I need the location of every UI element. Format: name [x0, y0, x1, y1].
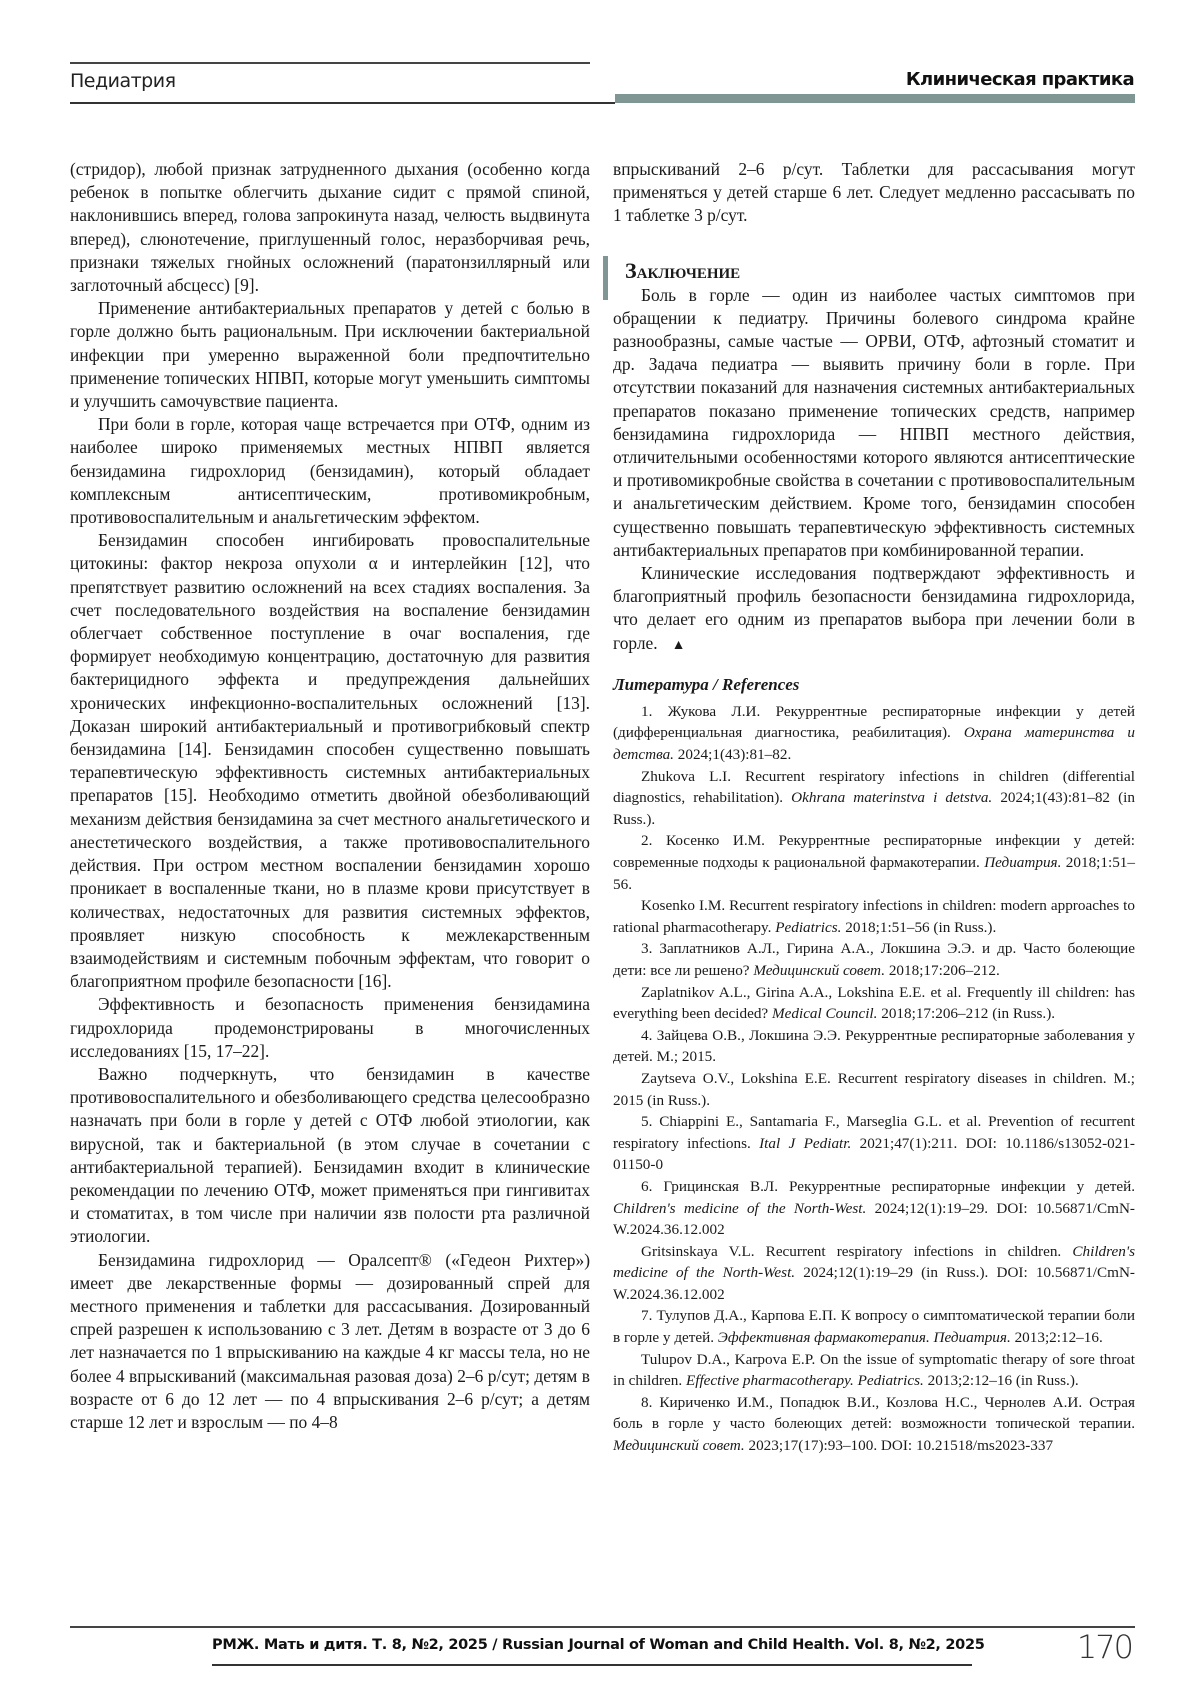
reference-item: [613, 766, 1135, 831]
reference-text: 2024;12(1):19–29 (in Russ.). DOI: 10.56871/CmN-W.2024.36.12.002: [613, 1264, 1135, 1303]
reference-text: 2018;1:51–56.: [613, 854, 1135, 893]
reference-text: 2013;2:12–16.: [1011, 1329, 1103, 1346]
reference-text: 2018;17:206–212.: [885, 962, 1000, 979]
reference-item: [613, 830, 1135, 895]
paragraph: Важно подчеркнуть, что бензидамин в качестве противовоспалительного и обезболивающего средства целесообразно назначать при боли в горле у детей с ОТФ любой этиологии, как вирусной, так и бактериальной (в этом случае в сочетании с антибактериальной терапией). Бензидамин входит в клинические рекомендации по лечению ОТФ, может применяться при гингивитах и стоматитах, в том числе при наличии язв полости рта различной этиологии.: [70, 1063, 590, 1249]
header-rule: [70, 102, 615, 104]
reference-journal: Medical Council.: [772, 1005, 877, 1022]
reference-item: [613, 1111, 1135, 1176]
paragraph-text: Клинические исследования подтверждают эффективность и благоприятный профиль безопасности бензидамина гидрохлорида, что делает его одним из препаратов выбора при лечении боли в горле.: [613, 563, 1135, 653]
reference-text: Zhukova L.I. Recurrent respiratory infections in children (differential diagnostics, rehabilitation).: [613, 768, 1135, 807]
reference-text: 5. Chiappini E., Santamaria F., Marseglia G.L. et al. Prevention of recurrent respiratory infections.: [613, 1113, 1135, 1152]
page-number: 170: [1077, 1628, 1132, 1666]
paragraph: Бензидамин способен ингибировать провоспалительные цитокины: фактор некроза опухоли α и интерлейкин [12], что препятствует развитию осложнений на всех стадиях воспаления. За счет последовательного воздействия на воспаление бензидамин облегчает собственное поступление в очаг воспаления, где формирует необходимую концентрацию, достаточную для развития бактерицидного эффекта и предупреждения дальнейших хронических инфекционно-воспалительных осложнений [13]. Доказан широкий антибактериальный и противогрибковый спектр бензидамина [14]. Бензидамин способен существенно повышать терапевтическую эффективность системных антибактериальных препаратов [15]. Необходимо отметить двойной обезболивающий механизм действия бензидамина за счет местного анальгетического и анестетического воздействия, а также противовоспалительного действия. При остром местном воспалении бензидамин хорошо проникает в воспаленные ткани, но в плазме крови присутствует в количествах, недостаточных для развития системных эффектов, проявляет низкую способность к межлекарственным взаимодействиям и системным побочным эффектам, что говорит о благоприятном профиле безопасности [16].: [70, 529, 590, 993]
reference-journal: Медицинский совет.: [613, 1437, 745, 1454]
right-column: [613, 158, 1135, 1457]
reference-text: 2024;12(1):19–29. DOI: 10.56871/CmN-W.2024.36.12.002: [613, 1200, 1135, 1239]
reference-item: [613, 701, 1135, 766]
reference-text: Zaplatnikov A.L., Girina A.A., Lokshina E.E. et al. Frequently ill children: has everything been decided?: [613, 984, 1135, 1023]
reference-text: 2024;1(43):81–82.: [674, 746, 791, 763]
paragraph: Боль в горле — один из наиболее частых симптомов при обращении к педиатру. Причины болевого синдрома крайне разнообразны, самые частые — ОРВИ, ОТФ, афтозный стоматит и др. Задача педиатра — выявить причину боли в горле. При отсутствии показаний для назначения системных антибактериальных препаратов показано применение топических средств, например бензидамина гидрохлорида — НПВП местного действия, отличительными особенностями которого являются антисептические и противомикробные свойства в сочетании с противовоспалительным и анальгетическим действием. Кроме того, бензидамин способен существенно повышать терапевтическую эффективность системных антибактериальных препаратов при комбинированной терапии.: [613, 284, 1135, 562]
reference-item: [613, 1349, 1135, 1392]
reference-journal: Охрана материнства и детства.: [613, 724, 1135, 763]
reference-item: [613, 895, 1135, 938]
reference-item: [613, 938, 1135, 981]
footer-rule: [70, 1626, 1135, 1628]
footer-rule: [212, 1664, 972, 1666]
reference-text: 2018;17:206–212 (in Russ.).: [877, 1005, 1055, 1022]
reference-item: [613, 1025, 1135, 1068]
reference-text: 7. Тулупов Д.А., Карпова Е.П. К вопросу о симптоматической терапии боли в горле у детей.: [613, 1307, 1135, 1346]
reference-item: [613, 1241, 1135, 1306]
reference-item: [613, 1392, 1135, 1457]
reference-text: 2018;1:51–56 (in Russ.).: [841, 919, 996, 936]
paragraph: впрыскиваний 2–6 р/сут. Таблетки для рассасывания могут применяться у детей старше 6 лет. Следует медленно рассасывать по 1 таблетке 3 р/сут.: [613, 158, 1135, 228]
paragraph: Применение антибактериальных препаратов у детей с болью в горле должно быть рациональным. При исключении бактериальной инфекции при умеренно выраженной боли предпочтительно применение топических НПВП, которые могут уменьшить симптомы и улучшить самочувствие пациента.: [70, 297, 590, 413]
left-column: [70, 158, 590, 1434]
reference-journal: Педиатрия.: [984, 854, 1061, 871]
reference-journal: Children's medicine of the North-West.: [613, 1200, 866, 1217]
reference-text: 2024;1(43):81–82 (in Russ.).: [613, 789, 1135, 828]
reference-text: 1. Жукова Л.И. Рекуррентные респираторные инфекции у детей (дифференциальная диагностика, реабилитация).: [613, 703, 1135, 742]
header-rubric: Клиническая практика: [906, 69, 1134, 90]
reference-journal: Effective pharmacotherapy. Pediatrics.: [686, 1372, 924, 1389]
paragraph: Эффективность и безопасность применения бензидамина гидрохлорида продемонстрированы в многочисленных исследованиях [15, 17–22].: [70, 993, 590, 1063]
footer-journal: РМЖ. Мать и дитя. Т. 8, №2, 2025 / Russian Journal of Woman and Child Health. Vol. 8, №2, 2025: [212, 1637, 985, 1653]
reference-item: [613, 1305, 1135, 1348]
header-rule: [70, 62, 590, 64]
reference-journal: Children's medicine of the North-West.: [613, 1243, 1135, 1282]
paragraph: Бензидамина гидрохлорид — Оралсепт® («Гедеон Рихтер») имеет две лекарственные формы — дозированный спрей для местного применения и таблетки для рассасывания. Дозированный спрей разрешен к использованию с 3 лет. Детям в возрасте от 3 до 6 лет назначается по 1 впрыскиванию на каждые 4 кг массы тела, но не более 4 впрыскиваний (максимальная разовая доза) 2–6 р/сут; детям в возрасте от 6 до 12 лет — по 4 впрыскивания 2–6 р/сут; а детям старше 12 лет и взрослым — по 4–8: [70, 1249, 590, 1435]
reference-journal: Медицинский совет.: [753, 962, 885, 979]
reference-item: [613, 1068, 1135, 1111]
reference-text: Gritsinskaya V.L. Recurrent respiratory infections in children.: [641, 1243, 1072, 1260]
reference-text: 2023;17(17):93–100. DOI: 10.21518/ms2023-337: [745, 1437, 1053, 1454]
reference-journal: Эффективная фармакотерапия. Педиатрия.: [718, 1329, 1011, 1346]
reference-journal: Ital J Pediatr.: [759, 1135, 851, 1152]
section-title: Заключение: [613, 258, 1135, 284]
reference-item: [613, 982, 1135, 1025]
paragraph: При боли в горле, которая чаще встречается при ОТФ, одним из наиболее широко применяемых местных НПВП является бензидамина гидрохлорид (бензидамин), который обладает комплексным антисептическим, противомикробным, противовоспалительным и анальгетическим эффектом.: [70, 413, 590, 529]
references-title: Литература / References: [613, 675, 1135, 695]
reference-text: 2. Косенко И.М. Рекуррентные респираторные инфекции у детей: современные подходы к рациональной фармакотерапии.: [613, 832, 1135, 871]
reference-item: [613, 1176, 1135, 1241]
end-mark-icon: ▲: [672, 638, 686, 653]
reference-text: 8. Кириченко И.М., Попадюк В.И., Козлова Н.С., Чернолев А.И. Острая боль в горле у часто болеющих детей: возможности топической терапии.: [613, 1394, 1135, 1433]
reference-journal: Pediatrics.: [775, 919, 841, 936]
document-page: [0, 0, 1200, 1697]
reference-journal: Okhrana materinstva i detstva.: [791, 789, 992, 806]
header-section: Педиатрия: [70, 70, 176, 92]
references-list: [613, 701, 1135, 1457]
reference-text: Zaytseva O.V., Lokshina E.E. Recurrent respiratory diseases in children. M.; 2015 (in Russ.).: [613, 1070, 1135, 1109]
paragraph: [613, 562, 1135, 657]
reference-text: Tulupov D.A., Karpova E.P. On the issue of symptomatic therapy of sore throat in children.: [613, 1351, 1135, 1390]
reference-text: 6. Грицинская В.Л. Рекуррентные респираторные инфекции у детей.: [641, 1178, 1135, 1195]
header-accent-bar: [615, 94, 1135, 103]
reference-text: 3. Заплатников А.Л., Гирина А.А., Локшина Э.Э. и др. Часто болеющие дети: все ли решено?: [613, 940, 1135, 979]
reference-text: Kosenko I.M. Recurrent respiratory infections in children: modern approaches to rational pharmacotherapy.: [613, 897, 1135, 936]
paragraph: (стридор), любой признак затрудненного дыхания (особенно когда ребенок в попытке облегчить дыхание сидит с прямой спиной, наклонившись вперед, голова запрокинута назад, челюсть выдвинута вперед), слюнотечение, приглушенный голос, неразборчивая речь, признаки тяжелых гнойных осложнений (паратонзиллярный или заглоточный абсцесс) [9].: [70, 158, 590, 297]
reference-text: 4. Зайцева О.В., Локшина Э.Э. Рекуррентные респираторные заболевания у детей. М.; 2015.: [613, 1027, 1135, 1066]
reference-text: 2021;47(1):211. DOI: 10.1186/s13052-021-01150-0: [613, 1135, 1135, 1174]
reference-text: 2013;2:12–16 (in Russ.).: [924, 1372, 1079, 1389]
